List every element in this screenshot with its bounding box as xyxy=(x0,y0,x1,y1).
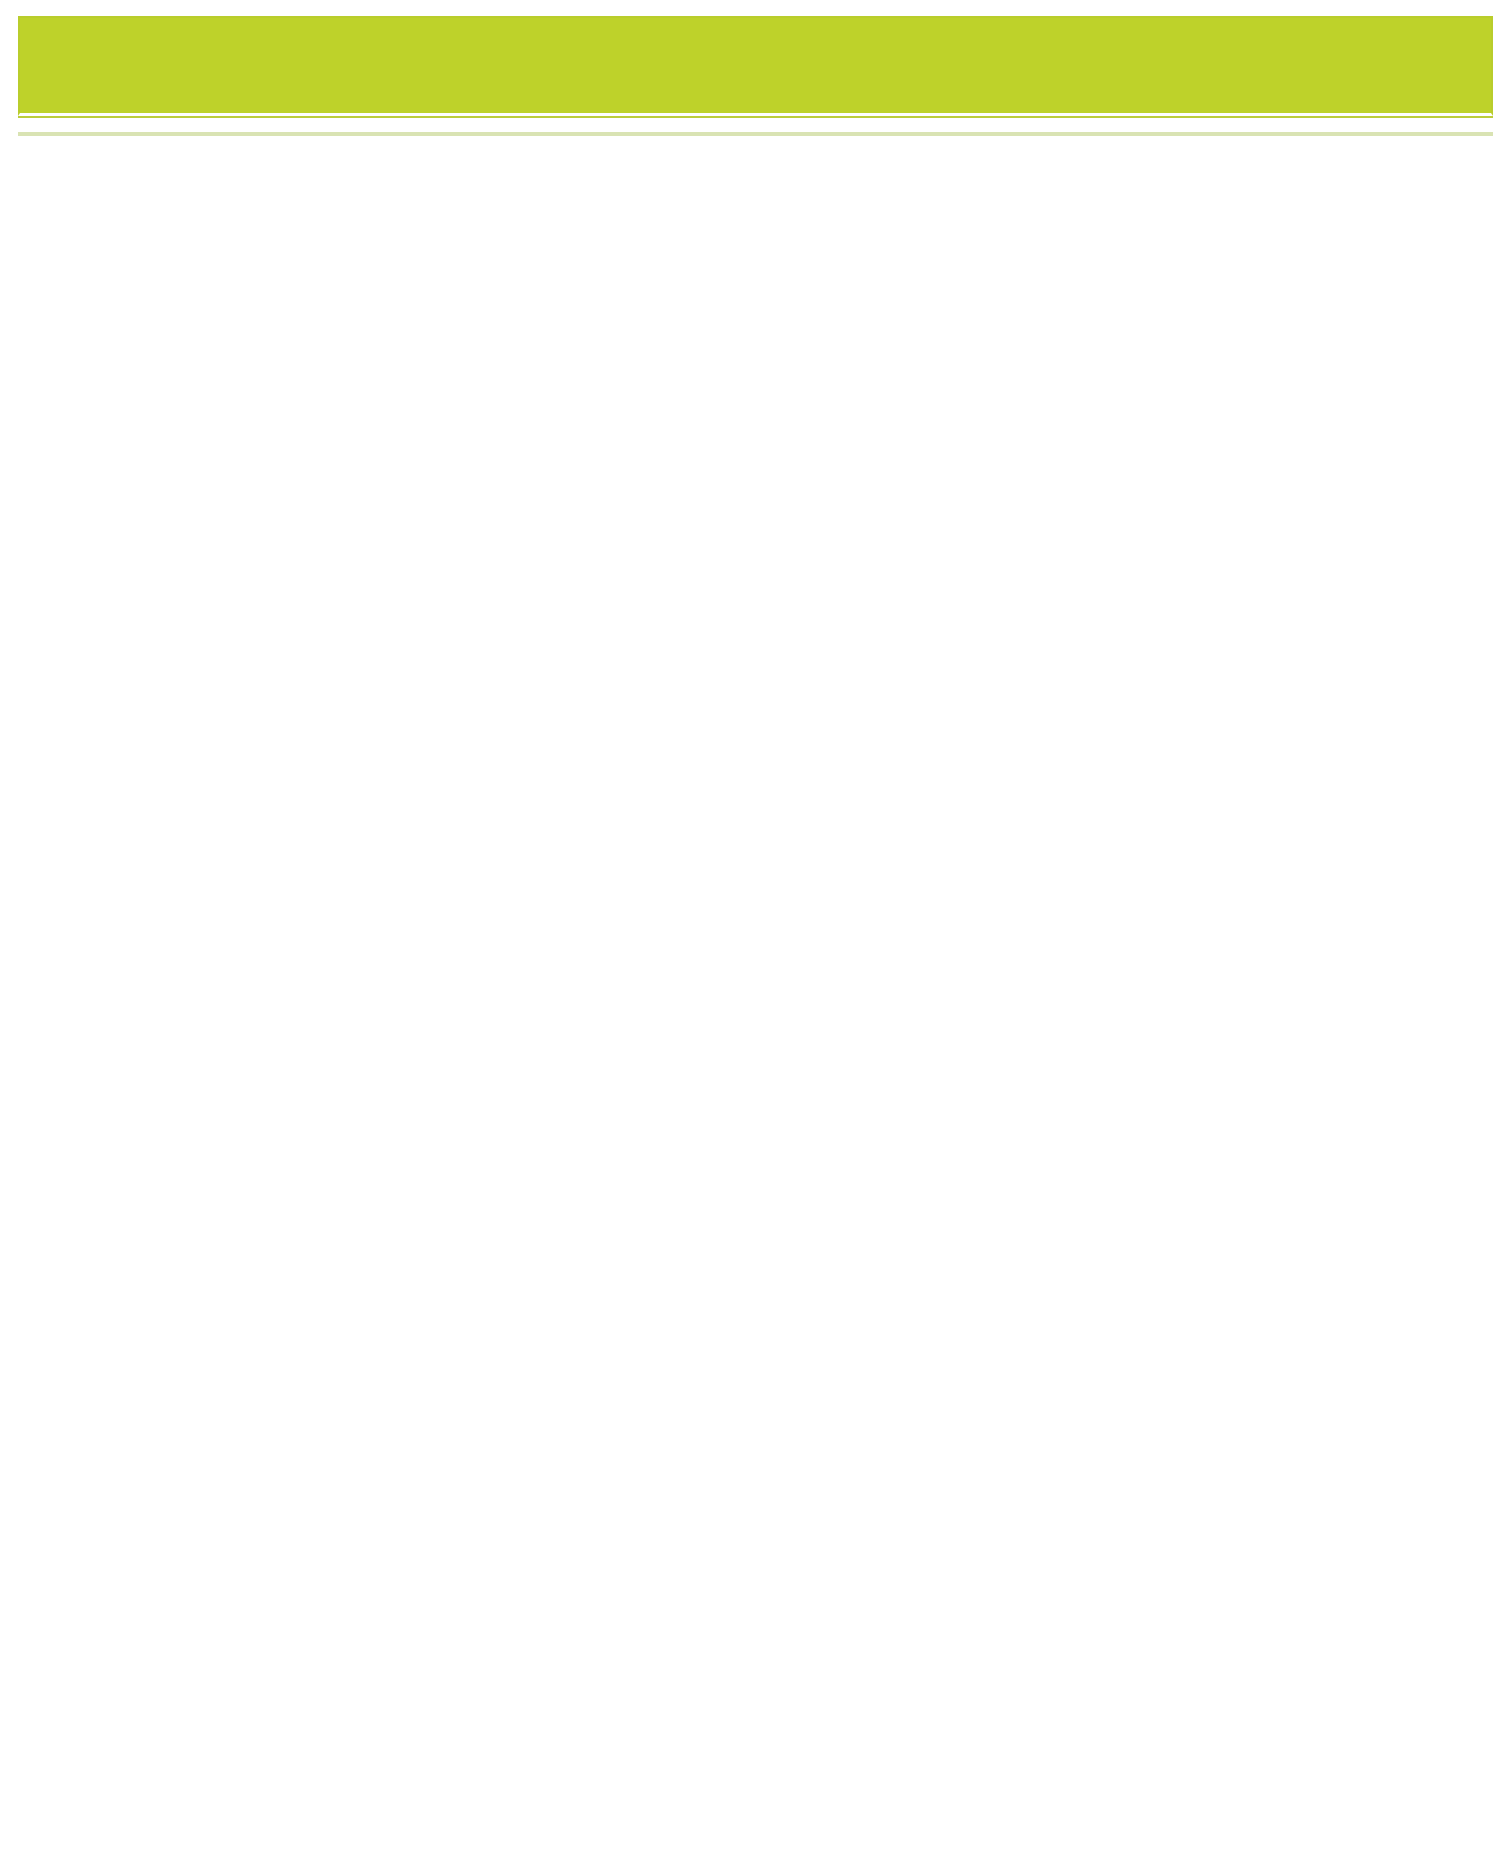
grass-background xyxy=(20,132,1491,134)
mixture-table xyxy=(18,132,1493,136)
section-header xyxy=(18,16,1493,116)
